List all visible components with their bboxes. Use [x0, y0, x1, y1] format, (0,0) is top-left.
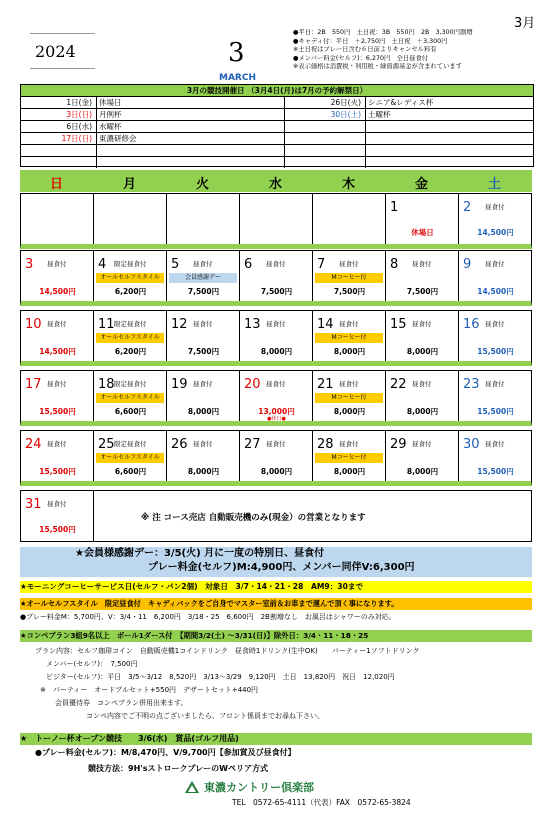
day-price: 8,000円 — [406, 407, 439, 416]
calendar-day — [21, 491, 94, 541]
weekday-4: 木 — [341, 177, 355, 192]
calendar-day — [21, 251, 94, 301]
day-tag: オールセルフスタイル — [96, 273, 164, 283]
calendar-week — [20, 250, 532, 306]
calendar-day — [240, 251, 313, 301]
competition-schedule-table — [20, 84, 534, 167]
lunch-included-label: 昼食付 — [266, 320, 286, 328]
day-tag: Mコーヒー付 — [315, 453, 383, 463]
lunch-included-label: 昼食付 — [266, 440, 286, 448]
day-number: 10 — [25, 317, 42, 332]
calendar-day — [94, 311, 167, 361]
schedule-date: 6日(水) — [21, 121, 97, 132]
day-price: 6,200円 — [114, 347, 147, 356]
day-tag: オールセルフスタイル — [96, 393, 164, 403]
year-bottom-line — [30, 68, 95, 69]
lunch-included-label: 昼食付 — [339, 260, 359, 268]
day-number: 30 — [463, 437, 480, 452]
lunch-included-label: 昼食付 — [266, 260, 286, 268]
schedule-event: 土曜杯 — [368, 110, 391, 119]
month-english: MARCH — [219, 73, 256, 83]
day-price: 14,500円 — [477, 287, 514, 296]
calendar-week — [20, 430, 532, 486]
day-price: 6,600円 — [114, 407, 147, 416]
day-number: 9 — [463, 257, 472, 272]
compe-line: ※ パーティー オードブルセット+550円 デザートセット+440円 — [40, 686, 259, 694]
lunch-included-label: 昼食付 — [485, 203, 505, 211]
lunch-included-label: 昼食付 — [339, 440, 359, 448]
lunch-included-label: 昼食付 — [412, 260, 432, 268]
day-number: 17 — [25, 377, 42, 392]
day-price: 13,000円 — [258, 407, 295, 416]
day-price: 15,500円 — [39, 407, 76, 416]
day-price: 8,000円 — [187, 467, 220, 476]
day-price: 8,000円 — [260, 347, 293, 356]
calendar-week — [20, 310, 532, 366]
calendar-day — [459, 371, 532, 421]
day-tag: オールセルフスタイル — [96, 333, 164, 343]
club-contact: TEL 0572-65-4111（代表）FAX 0572-65-3824 — [232, 798, 411, 807]
schedule-date — [21, 157, 97, 168]
club-logo-icon — [184, 780, 200, 794]
compe-line: コンペ内容でご不明の点ございましたら、フロント係員までお尋ね下さい。 — [86, 712, 324, 720]
lunch-included-label: 昼食付 — [412, 440, 432, 448]
calendar-day — [459, 251, 532, 301]
schedule-date: 17日(日) — [21, 133, 97, 144]
day-price: 7,500円 — [260, 287, 293, 296]
weekday-2: 火 — [195, 177, 209, 192]
compe-plan-banner: ★コンペプラン3組9名以上 ボール1ダース付 【期間3/2(土) ～3/31(日)】除外日：3/4・11・18・25 — [20, 630, 532, 642]
calendar-day — [386, 311, 459, 361]
note-line: ●メンバー料金(セルフ)：6,270円 全日昼食付 — [293, 54, 429, 62]
day-price: 7,500円 — [187, 347, 220, 356]
calendar-day — [240, 431, 313, 481]
day-tag: Mコーヒー付 — [315, 273, 383, 283]
calendar-day — [94, 371, 167, 421]
day-number: 21 — [317, 377, 334, 392]
day-number: 18 — [98, 377, 115, 392]
day-price: 8,000円 — [333, 467, 366, 476]
day-price: 8,000円 — [333, 407, 366, 416]
day-price: 6,600円 — [114, 467, 147, 476]
calendar-day — [313, 251, 386, 301]
calendar-day — [94, 431, 167, 481]
compe-plan-details — [20, 645, 532, 723]
lunch-included-label: 昼食付 — [485, 260, 505, 268]
morning-coffee-banner: ★モーニングコーヒーサービス日(セルフ・パン2個) 対象日 3/7・14・21・28 AM9：30まで — [20, 581, 532, 593]
calendar-day — [386, 371, 459, 421]
calendar-day — [240, 311, 313, 361]
day-number: 5 — [171, 257, 180, 272]
calendar-day — [313, 371, 386, 421]
weekday-3: 水 — [268, 177, 282, 192]
note-line: ※表示価格は消費税・利用税・緑資源基金が含まれています — [293, 63, 462, 71]
lunch-included-label: 昼食付 — [485, 320, 505, 328]
schedule-date — [284, 145, 366, 156]
lunch-included-label: 昼食付 — [47, 440, 67, 448]
calendar-day — [386, 194, 459, 244]
weekday-6: 土 — [487, 177, 501, 192]
weekday-5: 金 — [414, 177, 428, 192]
lunch-included-label: 昼食付 — [193, 440, 213, 448]
club-name: 東濃カントリー倶楽部 — [204, 781, 314, 794]
day-price: 15,500円 — [477, 407, 514, 416]
all-self-price: ●プレー料金M：5,700円、V：3/4・11 6,200円 3/18・25 6,600円 2B割増なし お風呂はシャワーのみ対応。 — [20, 613, 396, 621]
lunch-included-label: 昼食付 — [47, 500, 67, 508]
lunch-included-label: 昼食付 — [193, 260, 213, 268]
lunch-included-label: 昼食付 — [47, 320, 67, 328]
lunch-included-label: 昼食付 — [485, 380, 505, 388]
day-price: 7,500円 — [187, 287, 220, 296]
schedule-row — [21, 145, 533, 157]
calendar-day — [167, 251, 240, 301]
day-number: 7 — [317, 257, 326, 272]
day-number: 8 — [390, 257, 399, 272]
note-line: ※土日祝はプレー日含む６日前よりキャンセル料有 — [293, 46, 437, 54]
day-number: 11 — [98, 317, 115, 332]
calendar-day — [94, 251, 167, 301]
calendar-weekday-header — [20, 170, 532, 192]
day-number: 4 — [98, 257, 107, 272]
calendar-day — [167, 311, 240, 361]
schedule-row — [21, 97, 533, 109]
calendar-day — [240, 194, 313, 244]
tono-cup-price: ●プレー料金(セルフ)：M/8,470円、V/9,700円【参加賞及び昼食付】 — [35, 748, 296, 757]
limited-lunch-label: 限定昼食付 — [114, 380, 147, 388]
day-price: 7,500円 — [406, 287, 439, 296]
calendar-day — [21, 371, 94, 421]
day-number: 15 — [390, 317, 407, 332]
year: 2024 — [35, 42, 76, 61]
calendar-day — [167, 431, 240, 481]
schedule-event: 水曜杯 — [99, 122, 122, 131]
day-tag: オールセルフスタイル — [96, 453, 164, 463]
year-top-line — [30, 33, 95, 34]
schedule-event: 月例杯 — [99, 110, 122, 119]
lunch-included-label: 昼食付 — [339, 380, 359, 388]
day-number: 1 — [390, 200, 399, 215]
schedule-date: 1日(金) — [21, 97, 97, 108]
day-number: 29 — [390, 437, 407, 452]
day-tag: Mコーヒー付 — [315, 393, 383, 403]
note-line: ●キャディ付：平日 ＋2,750円 土日祝 ＋3,300円 — [293, 37, 448, 45]
calendar-day — [94, 194, 167, 244]
day-number: 23 — [463, 377, 480, 392]
calendar-day — [21, 194, 94, 244]
lunch-included-label: 昼食付 — [47, 260, 67, 268]
calendar-day — [313, 311, 386, 361]
schedule-date — [284, 157, 366, 168]
day-number: 12 — [171, 317, 188, 332]
day-number: 13 — [244, 317, 261, 332]
limited-lunch-label: 限定昼食付 — [114, 260, 147, 268]
day-number: 28 — [317, 437, 334, 452]
tono-cup-format: 競技方法：9H'sストロークプレーのWペリア方式 — [88, 764, 268, 773]
weekday-0: 日 — [49, 177, 63, 192]
holiday-mark: ●休日● — [267, 416, 286, 422]
day-tag: 会員感謝デー — [169, 273, 237, 283]
schedule-event — [368, 121, 528, 132]
day-number: 22 — [390, 377, 407, 392]
note-line: ●平日：2B 550円 土日祝：3B 550円 2B 3,300円割増 — [293, 29, 473, 36]
schedule-row — [21, 157, 533, 168]
day-number: 20 — [244, 377, 261, 392]
schedule-date — [21, 145, 97, 156]
schedule-date — [284, 121, 366, 132]
lunch-included-label: 昼食付 — [412, 320, 432, 328]
day-number: 26 — [171, 437, 188, 452]
lunch-included-label: 昼食付 — [485, 440, 505, 448]
lunch-included-label: 昼食付 — [193, 320, 213, 328]
month-label: 3月 — [514, 16, 536, 31]
day-number: 6 — [244, 257, 253, 272]
schedule-row — [21, 133, 533, 145]
day-number: 19 — [171, 377, 188, 392]
lunch-included-label: 昼食付 — [339, 320, 359, 328]
day-number: 3 — [25, 257, 34, 272]
day-number: 25 — [98, 437, 115, 452]
schedule-event — [368, 133, 528, 144]
schedule-event: 休場日 — [99, 98, 122, 107]
day-number: 14 — [317, 317, 334, 332]
day-price: 15,500円 — [477, 467, 514, 476]
lunch-included-label: 昼食付 — [412, 380, 432, 388]
calendar-day — [21, 431, 94, 481]
compe-line: 会員優待券 コンペプラン併用出来ます。 — [55, 699, 188, 707]
shop-notice: ※ 注 コース売店 自動販売機のみ(現金）の営業となります — [141, 513, 366, 523]
calendar-day — [313, 431, 386, 481]
limited-lunch-label: 限定昼食付 — [114, 440, 147, 448]
member-thanks-day-banner — [20, 547, 532, 577]
schedule-event: 東濃研修会 — [99, 134, 137, 143]
day-price: 15,500円 — [477, 347, 514, 356]
day-price: 6,200円 — [114, 287, 147, 296]
day-number: 2 — [463, 200, 472, 215]
calendar-day — [313, 194, 386, 244]
day-number: 27 — [244, 437, 261, 452]
day-number: 24 — [25, 437, 42, 452]
day-price: 8,000円 — [406, 347, 439, 356]
calendar-week-last — [20, 490, 532, 542]
compe-line: プラン内容：セルフ珈琲コイン 自動販売機1コインドリンク 昼食時1ドリンク(生中OK) パーティー1ソフトドリンク — [35, 647, 420, 655]
day-price: 14,500円 — [39, 287, 76, 296]
calendar-day — [167, 194, 240, 244]
schedule-event: シニア&レディス杯 — [368, 98, 434, 107]
day-price: 14,500円 — [39, 347, 76, 356]
thanks-price: プレー料金(セルフ)M:4,900円、メンバー同伴V:6,300円 — [148, 562, 415, 573]
compe-line: メンバー(セルフ)： 7,500円 — [46, 660, 138, 668]
day-price: 8,000円 — [187, 407, 220, 416]
calendar-day — [459, 194, 532, 244]
calendar-day — [240, 371, 313, 421]
lunch-included-label: 昼食付 — [193, 380, 213, 388]
calendar-day — [459, 431, 532, 481]
limited-lunch-label: 限定昼食付 — [114, 320, 147, 328]
thanks-title: ★会員様感謝デー：3/5(火) 月に一度の特別日、昼食付 — [75, 548, 325, 559]
tono-cup-banner: ★ トーノー杯オープン競技 3/6(水) 賞品(ゴルフ用品) — [20, 733, 532, 745]
weekday-1: 月 — [122, 177, 136, 192]
calendar-day — [386, 251, 459, 301]
calendar-week — [20, 193, 532, 249]
day-price: 14,500円 — [477, 228, 514, 237]
day-number: 31 — [25, 497, 42, 512]
month-number: 3 — [228, 38, 245, 68]
calendar-day — [386, 431, 459, 481]
day-price: 8,000円 — [406, 467, 439, 476]
day-tag: Mコーヒー付 — [315, 333, 383, 343]
calendar-day — [167, 371, 240, 421]
schedule-title: 3月の競技開催日 （3月4日(月)は7月の予約解禁日） — [21, 85, 533, 97]
calendar-week — [20, 370, 532, 426]
calendar-day — [21, 311, 94, 361]
schedule-date: 3日(日) — [21, 109, 97, 120]
closed-label: 休場日 — [411, 228, 434, 237]
compe-line: ビジター(セルフ)：平日 3/5～3/12 8,520円 3/13～3/29 9,120円 土日 13,820円 祝日 12,020円 — [46, 673, 395, 681]
price-notes — [293, 29, 538, 72]
day-price: 15,500円 — [39, 467, 76, 476]
day-number: 16 — [463, 317, 480, 332]
all-self-banner: ★オールセルフスタイル 限定昼食付 キャディバックをご自身でマスター室前＆お車まで運んで頂く事になります。 — [20, 598, 532, 610]
day-price: 15,500円 — [39, 525, 76, 534]
day-price: 7,500円 — [333, 287, 366, 296]
lunch-included-label: 昼食付 — [266, 380, 286, 388]
schedule-row — [21, 109, 533, 121]
schedule-date: 30日(土) — [284, 109, 366, 120]
schedule-date — [284, 133, 366, 144]
lunch-included-label: 昼食付 — [47, 380, 67, 388]
day-price: 8,000円 — [333, 347, 366, 356]
schedule-date: 26日(火) — [284, 97, 366, 108]
calendar-day — [459, 311, 532, 361]
schedule-row — [21, 121, 533, 133]
day-price: 8,000円 — [260, 467, 293, 476]
